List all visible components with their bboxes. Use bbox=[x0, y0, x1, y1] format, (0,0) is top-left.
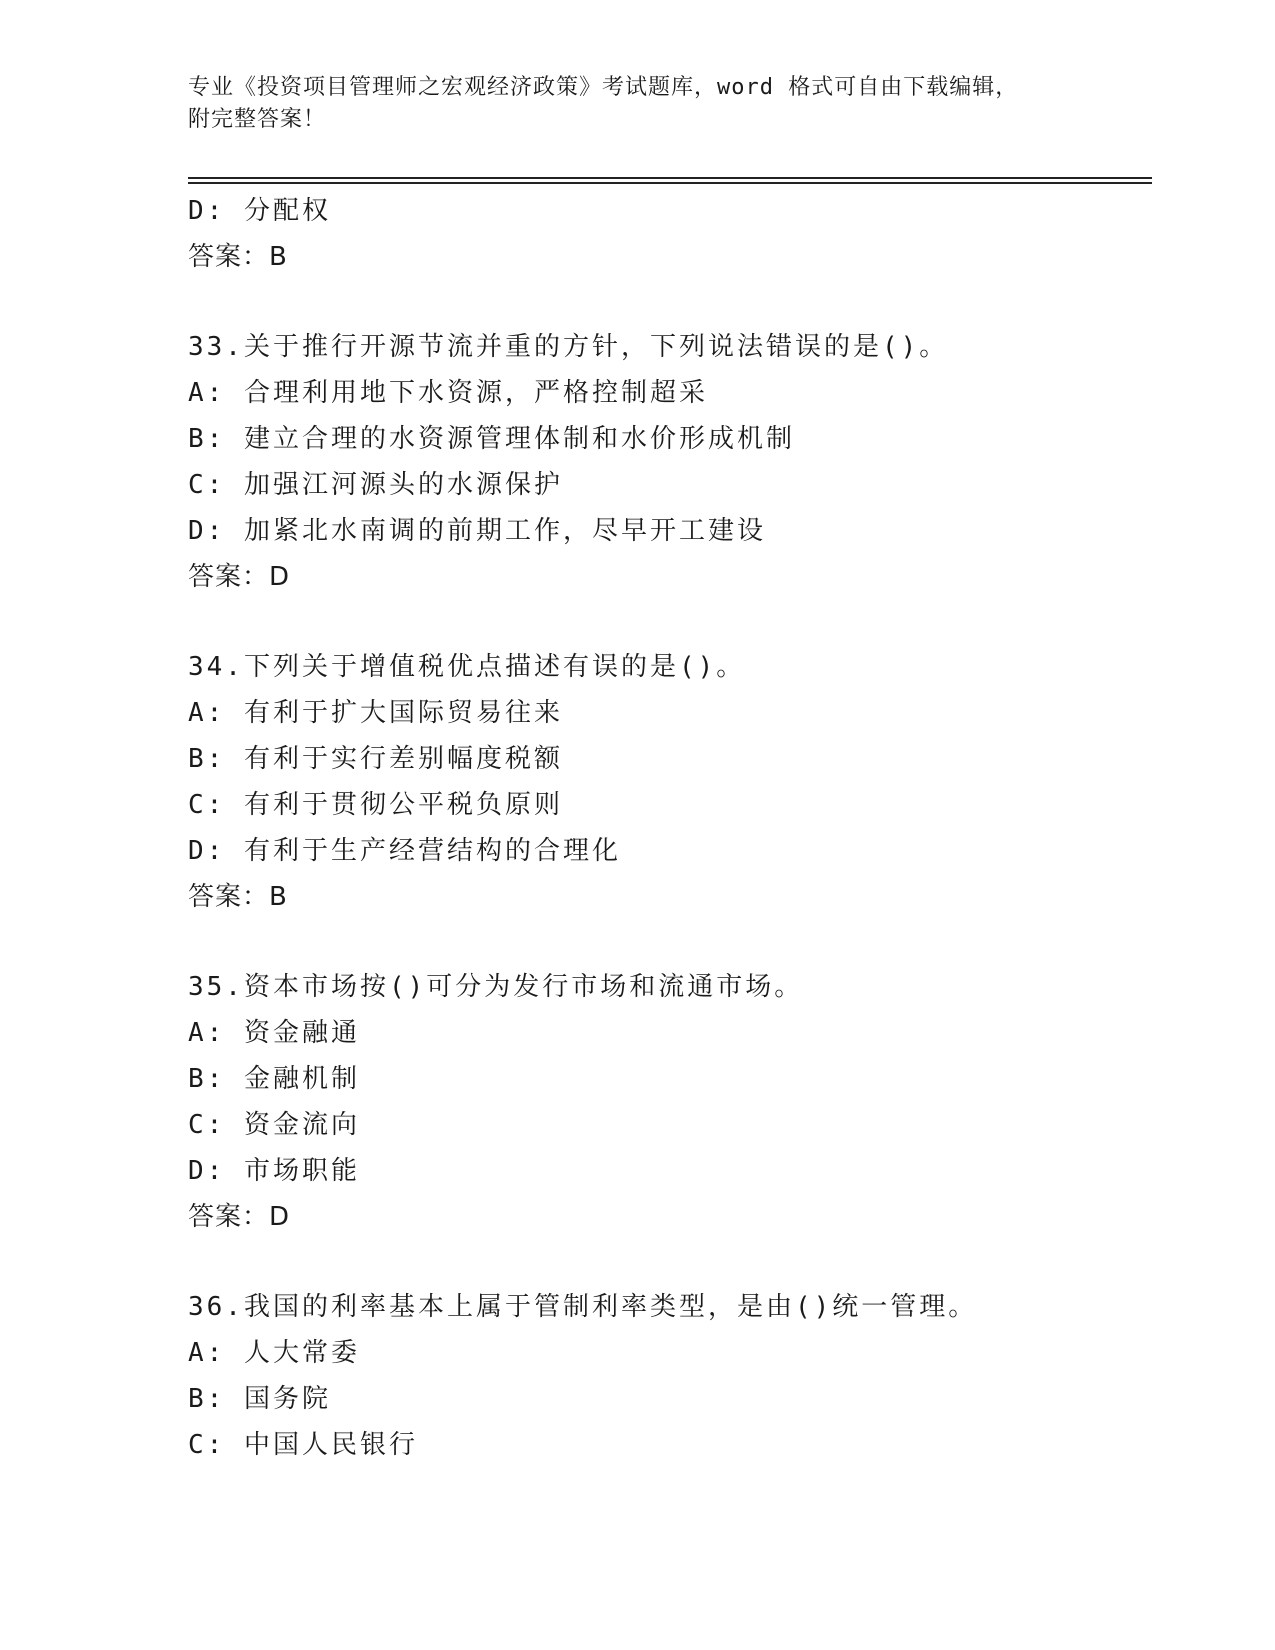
option-b: B: 有利于实行差别幅度税额 bbox=[188, 744, 563, 774]
answer-line: 答案：D bbox=[188, 1202, 291, 1232]
header-line-2: 附完整答案！ bbox=[188, 107, 327, 132]
document-body bbox=[188, 188, 1152, 1468]
option-c: C: 加强江河源头的水源保护 bbox=[188, 470, 563, 500]
option-a: A: 有利于扩大国际贸易往来 bbox=[188, 698, 563, 728]
question-stem: 33.关于推行开源节流并重的方针，下列说法错误的是()。 bbox=[188, 332, 949, 362]
document-header bbox=[188, 72, 1088, 136]
answer-line: 答案：D bbox=[188, 562, 291, 592]
option-a: A: 人大常委 bbox=[188, 1338, 360, 1368]
option-b: B: 国务院 bbox=[188, 1384, 331, 1414]
option-d: D: 市场职能 bbox=[188, 1156, 360, 1186]
option-c: C: 有利于贯彻公平税负原则 bbox=[188, 790, 563, 820]
answer-line: 答案：B bbox=[188, 882, 288, 912]
question-36 bbox=[188, 1284, 1152, 1468]
option-c: C: 中国人民银行 bbox=[188, 1430, 418, 1460]
option-a: A: 合理利用地下水资源，严格控制超采 bbox=[188, 378, 708, 408]
question-34 bbox=[188, 644, 1152, 920]
question-35 bbox=[188, 964, 1152, 1240]
option-d: D: 加紧北水南调的前期工作，尽早开工建设 bbox=[188, 516, 766, 546]
question-stem: 35.资本市场按()可分为发行市场和流通市场。 bbox=[188, 972, 804, 1002]
header-divider-bottom bbox=[188, 182, 1152, 184]
question-stem: 34.下列关于增值税优点描述有误的是()。 bbox=[188, 652, 746, 682]
question-gap bbox=[188, 920, 1152, 964]
option-c: C: 资金流向 bbox=[188, 1110, 360, 1140]
question-32-fragment bbox=[188, 188, 1152, 280]
option-b: B: 金融机制 bbox=[188, 1064, 360, 1094]
option-d: D: 有利于生产经营结构的合理化 bbox=[188, 836, 621, 866]
question-gap bbox=[188, 600, 1152, 644]
question-gap bbox=[188, 1240, 1152, 1284]
option-d: D: 分配权 bbox=[188, 196, 331, 226]
answer-line: 答案：B bbox=[188, 242, 288, 272]
option-a: A: 资金融通 bbox=[188, 1018, 360, 1048]
header-line-1: 专业《投资项目管理师之宏观经济政策》考试题库，word 格式可自由下载编辑， bbox=[188, 75, 1019, 100]
header-divider-top bbox=[188, 177, 1152, 179]
option-b: B: 建立合理的水资源管理体制和水价形成机制 bbox=[188, 424, 795, 454]
question-gap bbox=[188, 280, 1152, 324]
question-stem: 36.我国的利率基本上属于管制利率类型，是由()统一管理。 bbox=[188, 1292, 978, 1322]
question-33 bbox=[188, 324, 1152, 600]
